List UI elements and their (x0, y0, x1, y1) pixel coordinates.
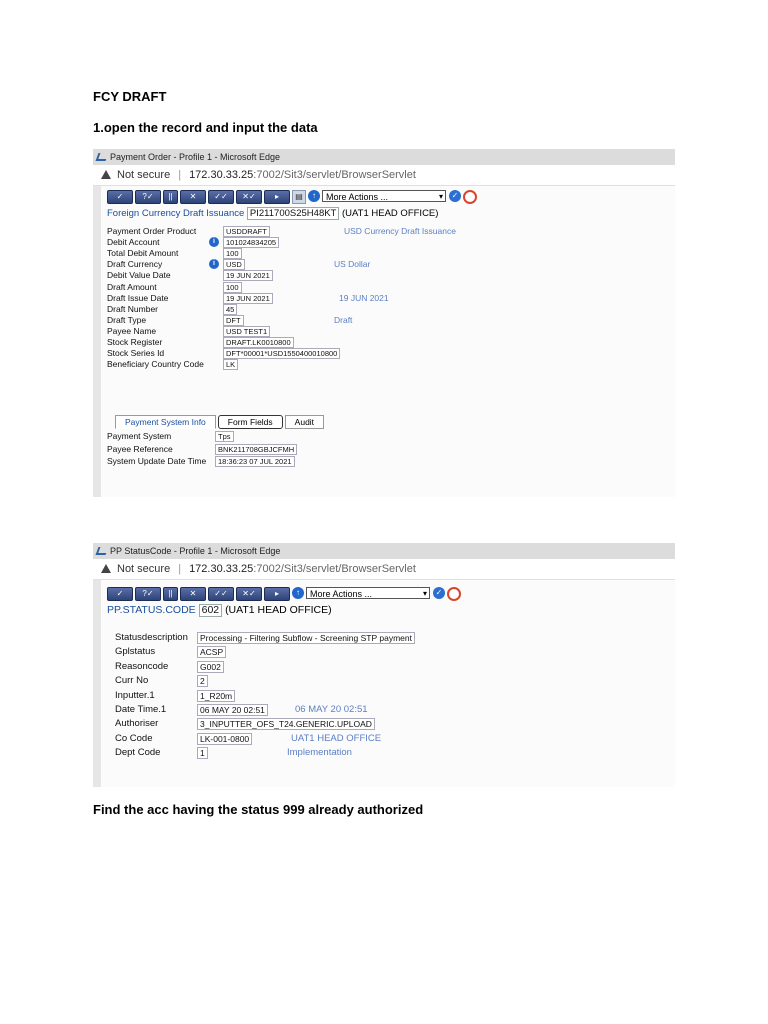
commit-button[interactable]: ✓✓ (208, 587, 234, 601)
field-value[interactable]: 101024834205 (223, 237, 279, 248)
tab-form-fields[interactable]: Form Fields (218, 415, 283, 429)
help-icon[interactable] (463, 190, 477, 204)
toolbar (107, 190, 477, 204)
info-icon[interactable]: i (209, 237, 219, 247)
step-instruction: 1.open the record and input the data (93, 120, 318, 135)
edge-logo-icon (97, 152, 106, 161)
url-host: 172.30.33.25 (189, 563, 254, 575)
field-label: Payment Order Product (107, 226, 197, 236)
field-value[interactable]: 06 MAY 20 02:51 (197, 704, 268, 716)
go-button[interactable]: ✓ (449, 190, 461, 202)
field-value[interactable]: LK-001-0800 (197, 733, 252, 745)
field-label: Payment System (107, 431, 172, 441)
field-label: Draft Issue Date (107, 292, 169, 303)
field-value[interactable]: 100 (223, 282, 242, 293)
document-heading: FCY DRAFT (93, 89, 167, 104)
field-value[interactable]: DRAFT.LK0010800 (223, 337, 294, 348)
field-value[interactable]: 45 (223, 304, 237, 315)
next-button[interactable]: ▸ (264, 190, 290, 204)
field-enrichment: 06 MAY 20 02:51 (295, 704, 368, 715)
field-value[interactable]: LK (223, 359, 238, 370)
address-bar[interactable]: Not secure | 172.30.33.25:7002/Sit3/servlet/BrowserServlet (93, 165, 675, 186)
field-label: Stock Register (107, 337, 163, 347)
company-label: (UAT1 HEAD OFFICE) (225, 604, 332, 616)
field-value[interactable]: 100 (223, 248, 242, 259)
tab-audit[interactable]: Audit (285, 415, 324, 429)
url-host: 172.30.33.25 (189, 169, 254, 181)
tab-payment-system-info[interactable]: Payment System Info (115, 415, 216, 429)
field-value[interactable]: 19 JUN 2021 (223, 270, 273, 281)
field-value[interactable]: Processing - Filtering Subflow - Screening STP payment (197, 632, 415, 644)
field-label: Date Time.1 (115, 704, 167, 715)
more-actions-select[interactable]: More Actions ... ▾ (306, 587, 430, 599)
validate-button[interactable]: ✓ (107, 190, 133, 204)
print-icon[interactable]: ▤ (292, 190, 306, 204)
not-secure-label: Not secure (117, 169, 171, 181)
pause-button[interactable]: || (163, 190, 178, 204)
field-enrichment: Draft (334, 314, 353, 325)
warning-icon (101, 170, 111, 179)
field-label: Payee Reference (107, 443, 173, 454)
field-value[interactable]: 3_INPUTTER_OFS_T24.GENERIC.UPLOAD (197, 718, 375, 730)
pp-status-code-screenshot (93, 543, 675, 787)
address-bar[interactable]: Not secure | 172.30.33.25:7002/Sit3/servlet/BrowserServlet (93, 559, 675, 580)
info-icon[interactable]: i (209, 259, 219, 269)
hold-button[interactable]: ?✓ (135, 190, 161, 204)
field-label: Total Debit Amount (107, 248, 179, 259)
field-label: Authoriser (115, 718, 159, 730)
field-label: Draft Currency (107, 259, 163, 270)
delete-button[interactable]: ✕ (180, 190, 206, 204)
help-icon[interactable] (447, 587, 461, 601)
field-enrichment: US Dollar (334, 259, 371, 270)
edge-logo-icon (97, 546, 106, 555)
field-value[interactable]: USD (223, 259, 245, 270)
field-value[interactable]: 19 JUN 2021 (223, 293, 273, 304)
field-label: Co Code (115, 732, 153, 744)
field-value[interactable]: USD TEST1 (223, 326, 270, 337)
footer-instruction: Find the acc having the status 999 already authorized (93, 802, 424, 817)
field-label: Draft Type (107, 314, 147, 325)
form-content (93, 580, 675, 787)
field-value[interactable]: BNK211708GBJCFMH (215, 444, 297, 455)
form-header (107, 207, 438, 220)
field-label: Draft Amount (107, 281, 157, 292)
upload-icon[interactable]: ↑ (308, 190, 320, 202)
form-title: PP.STATUS.CODE (107, 604, 196, 616)
field-value[interactable]: ACSP (197, 646, 226, 658)
field-value[interactable]: 1 (197, 747, 208, 759)
hold-button[interactable]: ?✓ (135, 587, 161, 601)
toolbar (107, 587, 461, 601)
more-actions-select[interactable]: More Actions ... ▾ (322, 190, 446, 202)
form-header (107, 604, 332, 617)
field-value[interactable]: 2 (197, 675, 208, 687)
record-id-field[interactable]: PI211700S25H48KT (247, 207, 339, 220)
not-secure-label: Not secure (117, 563, 171, 575)
field-value[interactable]: DFT (223, 315, 244, 326)
commit-button[interactable]: ✓✓ (208, 190, 234, 204)
field-enrichment: Implementation (287, 747, 352, 759)
field-label: Draft Number (107, 303, 159, 314)
field-label: Reasoncode (115, 660, 169, 672)
field-label: Debit Account (107, 237, 160, 248)
next-button[interactable]: ▸ (264, 587, 290, 601)
delete-button[interactable]: ✕ (180, 587, 206, 601)
field-value[interactable]: 18:36:23 07 JUL 2021 (215, 456, 295, 467)
reverse-button[interactable]: ✕✓ (236, 587, 262, 601)
record-id-field[interactable]: 602 (199, 604, 223, 617)
field-label: Curr No (115, 675, 149, 687)
form-content (93, 186, 675, 497)
url-path: :7002/Sit3/servlet/BrowserServlet (253, 563, 416, 575)
field-value[interactable]: USDDRAFT (223, 226, 270, 237)
warning-icon (101, 564, 111, 573)
field-label: Inputter.1 (115, 689, 155, 701)
url-path: :7002/Sit3/servlet/BrowserServlet (253, 169, 416, 181)
field-enrichment: 19 JUN 2021 (339, 292, 389, 303)
field-label: Dept Code (115, 747, 161, 759)
field-label: Payee Name (107, 325, 157, 336)
window-title: PP StatusCode - Profile 1 - Microsoft Edge (110, 546, 281, 556)
upload-icon[interactable]: ↑ (292, 587, 304, 599)
go-button[interactable]: ✓ (433, 587, 445, 599)
chevron-down-icon: ▾ (438, 192, 443, 201)
field-enrichment: UAT1 HEAD OFFICE (291, 732, 382, 744)
tab-bar (115, 415, 326, 428)
field-value[interactable]: G002 (197, 661, 224, 673)
pause-button[interactable]: || (163, 587, 178, 601)
field-label: Statusdescription (115, 632, 188, 643)
window-titlebar (93, 149, 675, 165)
window-title: Payment Order - Profile 1 - Microsoft Edge (110, 152, 281, 162)
field-label: Gplstatus (115, 646, 156, 658)
window-titlebar (93, 543, 675, 559)
field-label: Debit Value Date (107, 270, 171, 281)
validate-button[interactable]: ✓ (107, 587, 133, 601)
company-label: (UAT1 HEAD OFFICE) (342, 208, 439, 219)
field-value[interactable]: 1_R20m (197, 690, 235, 702)
form-title: Foreign Currency Draft Issuance (107, 208, 245, 219)
field-value[interactable]: Tps (215, 431, 234, 442)
field-label: Beneficiary Country Code (107, 359, 204, 370)
field-enrichment: USD Currency Draft Issuance (344, 226, 456, 236)
payment-order-screenshot (93, 149, 675, 497)
reverse-button[interactable]: ✕✓ (236, 190, 262, 204)
chevron-down-icon: ▾ (422, 589, 427, 598)
field-label: System Update Date Time (107, 456, 207, 466)
field-value[interactable]: DFT*00001*USD1550400010800 (223, 348, 340, 359)
field-label: Stock Series Id (107, 348, 165, 359)
